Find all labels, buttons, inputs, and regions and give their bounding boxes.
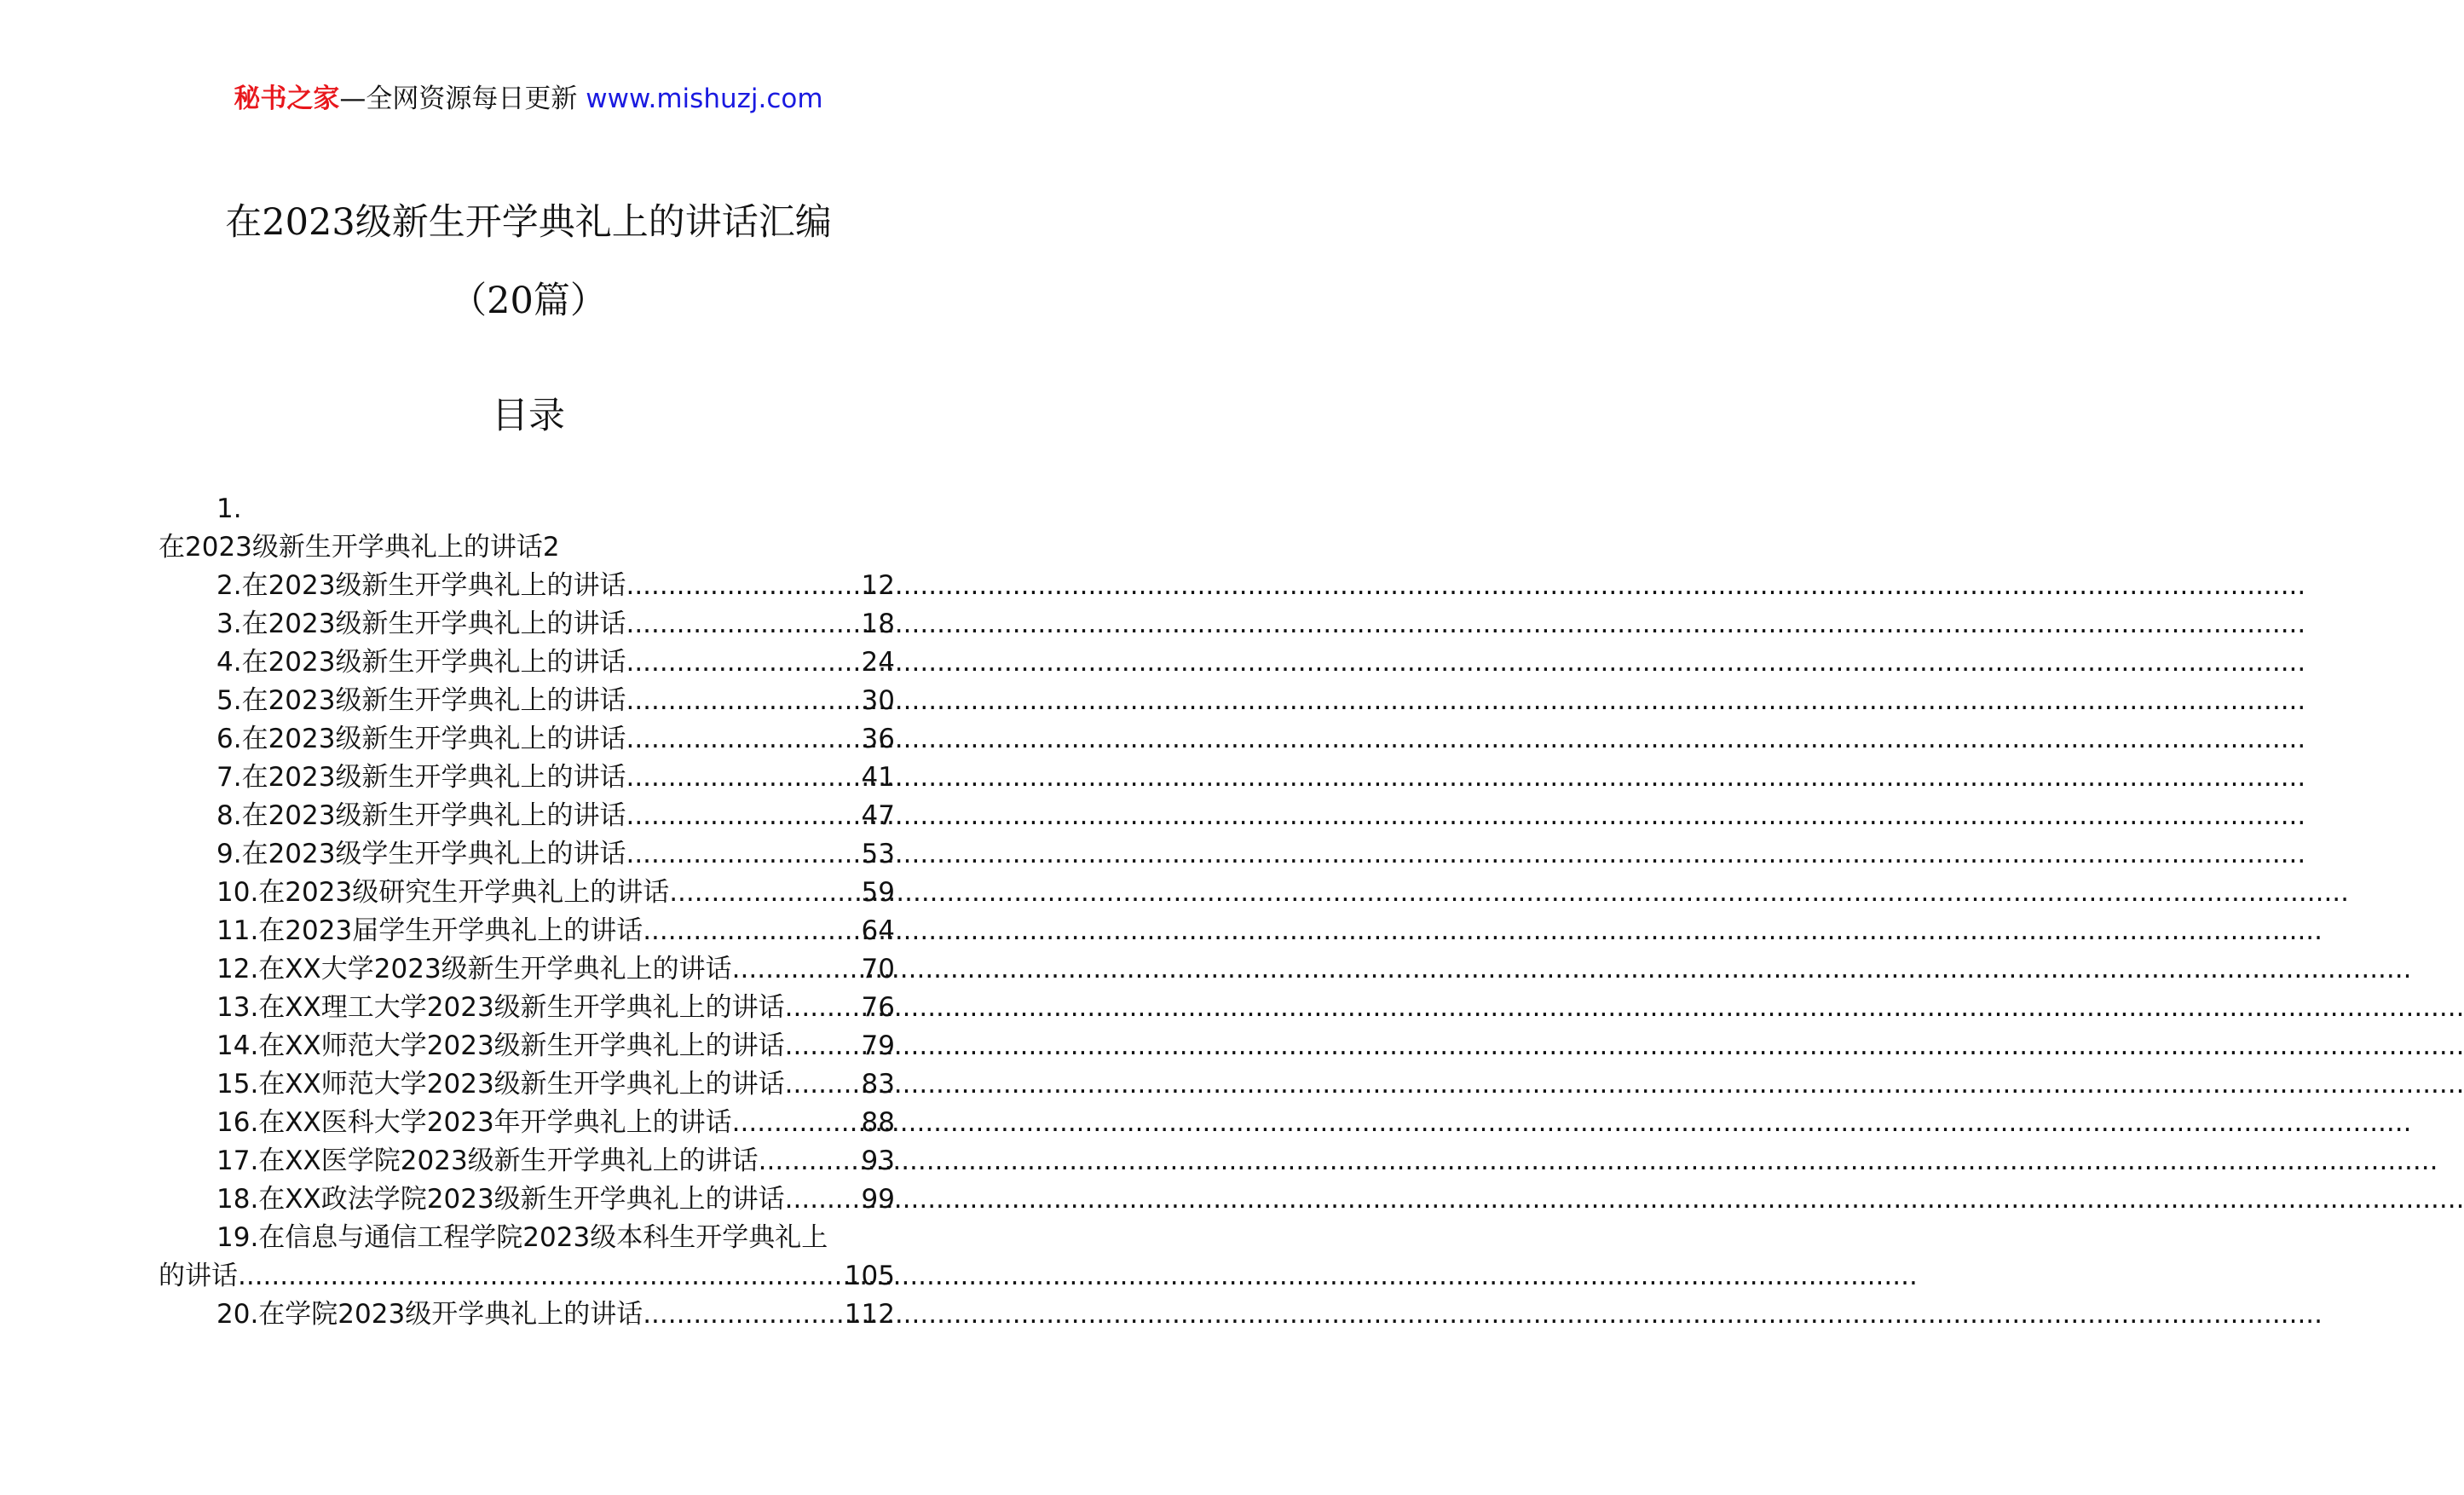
toc-dot-leader <box>626 644 861 682</box>
toc-entry-page: 41 <box>861 762 895 793</box>
toc-dot-leader <box>785 1180 862 1219</box>
toc-entry-page: 36 <box>861 724 895 754</box>
banner-brand: 秘书之家 <box>234 84 340 114</box>
toc-entry-label: 10.在2023级研究生开学典礼上的讲话 <box>216 877 670 908</box>
toc-entry-page: 47 <box>861 800 895 831</box>
toc-entry[interactable] <box>159 912 895 950</box>
toc-entry[interactable] <box>159 682 895 720</box>
toc-entry-label: 2.在2023级新生开学典礼上的讲话 <box>216 570 626 601</box>
toc-entry-page: 24 <box>861 647 895 678</box>
toc-entry-label: 5.在2023级新生开学典礼上的讲话 <box>216 685 626 716</box>
toc-entry[interactable] <box>159 1065 895 1104</box>
toc-dot-leader <box>732 950 862 989</box>
toc-entry-page: 18 <box>861 609 895 639</box>
toc-dot-leader <box>669 874 861 912</box>
toc-entry-page: 105 <box>844 1261 895 1291</box>
toc-entry[interactable] <box>159 644 895 682</box>
toc-dot-leader <box>626 720 861 759</box>
toc-entry-label: 11.在2023届学生开学典礼上的讲话 <box>216 915 643 946</box>
toc-entry-19-line1[interactable]: 19.在信息与通信工程学院2023级本科生开学典礼上 <box>216 1222 828 1253</box>
toc-entry[interactable] <box>159 835 895 874</box>
toc-entry[interactable] <box>159 950 895 989</box>
banner-slogan: —全网资源每日更新 <box>339 84 578 114</box>
toc-entry-page: 99 <box>861 1184 895 1215</box>
toc-dot-leader <box>643 912 861 950</box>
site-banner <box>0 82 1057 116</box>
toc-entry[interactable] <box>159 605 895 644</box>
toc-entry-label: 20.在学院2023级开学典礼上的讲话 <box>216 1299 643 1330</box>
toc-entry-label: 18.在XX政法学院2023级新生开学典礼上的讲话 <box>216 1184 785 1215</box>
toc-dot-leader <box>626 759 861 797</box>
document-subtitle: （20篇） <box>450 280 607 322</box>
toc-dot-leader <box>626 605 861 644</box>
toc-entry-label: 15.在XX师范大学2023级新生开学典礼上的讲话 <box>216 1069 785 1100</box>
toc-dot-leader <box>785 989 862 1027</box>
toc-entry-1-number: 1. <box>216 494 242 524</box>
toc-entry-label: 8.在2023级新生开学典礼上的讲话 <box>216 800 626 831</box>
toc-entry-page: 79 <box>861 1030 895 1061</box>
toc-entry-page: 112 <box>844 1299 895 1330</box>
toc-entry-label: 3.在2023级新生开学典礼上的讲话 <box>216 609 626 639</box>
toc-heading: 目录 <box>492 395 565 437</box>
toc-entry-label: 17.在XX医学院2023级新生开学典礼上的讲话 <box>216 1146 759 1176</box>
toc-dot-leader <box>643 1296 845 1334</box>
toc-entry[interactable] <box>159 1180 895 1219</box>
toc-dot-leader <box>785 1027 862 1065</box>
toc-entry-page: 93 <box>861 1146 895 1176</box>
toc-entry-page: 76 <box>861 992 895 1023</box>
toc-entry-label: 7.在2023级新生开学典礼上的讲话 <box>216 762 626 793</box>
toc-dot-leader <box>626 567 861 605</box>
toc-entry-label: 12.在XX大学2023级新生开学典礼上的讲话 <box>216 954 732 984</box>
toc-dot-leader <box>626 682 861 720</box>
toc-dot-leader <box>626 835 861 874</box>
toc-entry-page: 53 <box>861 839 895 869</box>
toc-entry-page: 83 <box>861 1069 895 1100</box>
toc-entry-label: 16.在XX医科大学2023年开学典礼上的讲话 <box>216 1107 732 1138</box>
toc-dot-leader <box>626 797 861 835</box>
toc-entry-page: 30 <box>861 685 895 716</box>
toc-entry[interactable] <box>159 720 895 759</box>
toc-entry-label: 的讲话 <box>159 1261 238 1291</box>
toc-dot-leader <box>238 1257 845 1296</box>
toc-entry-page: 70 <box>861 954 895 984</box>
toc-dot-leader <box>732 1104 862 1142</box>
banner-url-link[interactable]: www.mishuzj.com <box>586 84 823 114</box>
toc-entry-page: 12 <box>861 570 895 601</box>
toc-entry-label: 13.在XX理工大学2023级新生开学典礼上的讲话 <box>216 992 785 1023</box>
toc-dot-leader <box>759 1142 862 1180</box>
toc-entry[interactable] <box>159 874 895 912</box>
toc-entry[interactable] <box>159 1104 895 1142</box>
toc-entry-19-line2[interactable] <box>159 1257 895 1296</box>
toc-entry[interactable] <box>159 759 895 797</box>
toc-entry[interactable] <box>159 989 895 1027</box>
toc-entry-label: 9.在2023级学生开学典礼上的讲话 <box>216 839 626 869</box>
toc-entry-label: 14.在XX师范大学2023级新生开学典礼上的讲话 <box>216 1030 785 1061</box>
toc-entry[interactable] <box>159 567 895 605</box>
toc-entry[interactable] <box>159 797 895 835</box>
table-of-contents <box>159 490 895 1334</box>
toc-entry-page: 59 <box>861 877 895 908</box>
toc-entry-page: 64 <box>861 915 895 946</box>
toc-entry-1-text: 在2023级新生开学典礼上的讲话2 <box>159 532 560 563</box>
toc-entry[interactable] <box>159 1142 895 1180</box>
toc-entry[interactable] <box>159 1296 895 1334</box>
toc-entry-label: 4.在2023级新生开学典礼上的讲话 <box>216 647 626 678</box>
document-title: 在2023级新生开学典礼上的讲话汇编 <box>225 201 832 244</box>
toc-entry[interactable] <box>159 1027 895 1065</box>
toc-entry-page: 88 <box>861 1107 895 1138</box>
toc-dot-leader <box>785 1065 862 1104</box>
toc-entry-label: 6.在2023级新生开学典礼上的讲话 <box>216 724 626 754</box>
